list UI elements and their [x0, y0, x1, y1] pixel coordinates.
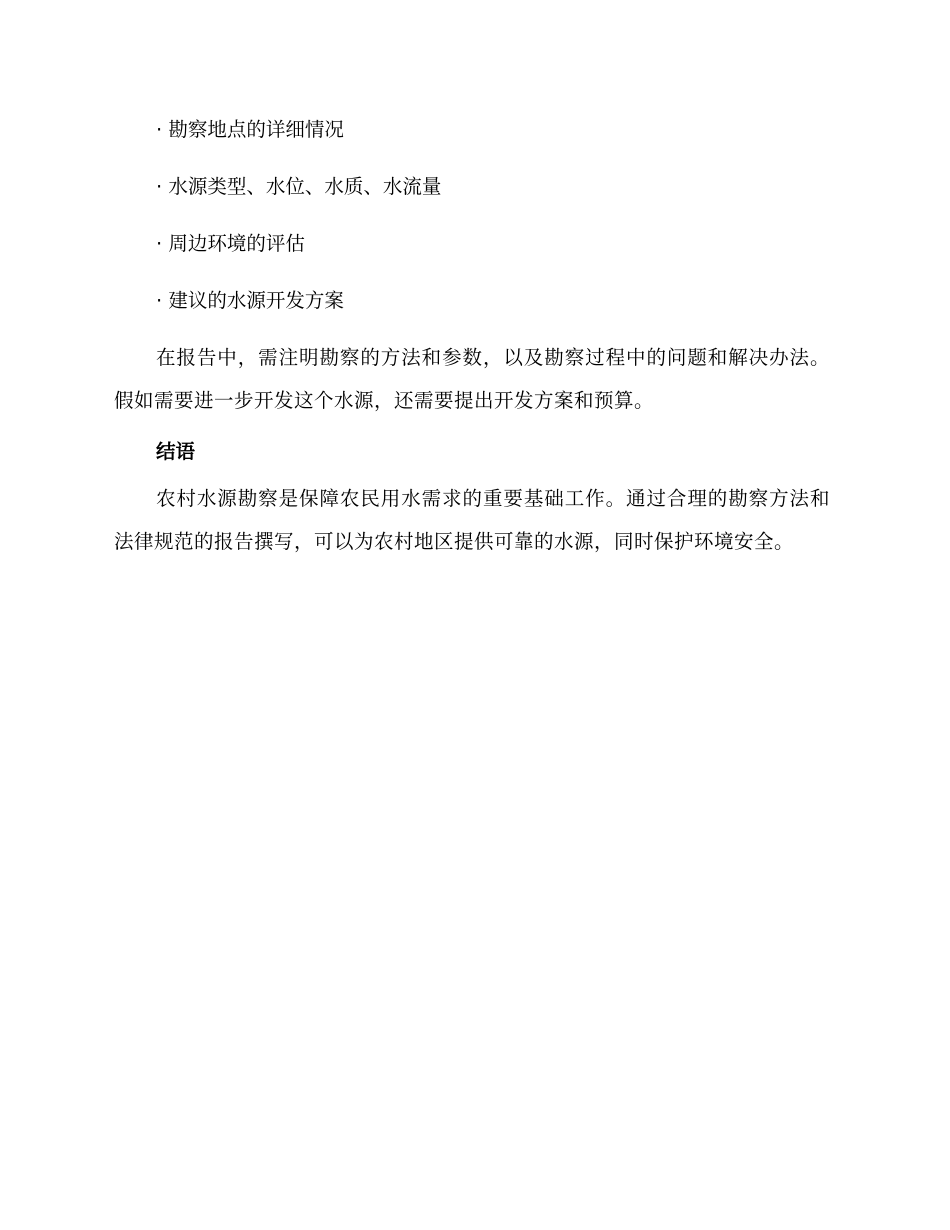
document-content [114, 112, 830, 563]
conclusion-heading: 结语 [156, 440, 196, 463]
bullet-item: · 周边环境的评估 [156, 232, 305, 255]
bullet-item: · 建议的水源开发方案 [156, 289, 344, 312]
bullet-item: · 水源类型、水位、水质、水流量 [156, 175, 442, 198]
report-paragraph: 在报告中，需注明勘察的方法和参数，以及勘察过程中的问题和解决办法。假如需要进一步开发这个水源，还需要提出开发方案和预算。 [114, 346, 830, 412]
bullet-item: · 勘察地点的详细情况 [156, 118, 344, 141]
conclusion-paragraph: 农村水源勘察是保障农民用水需求的重要基础工作。通过合理的勘察方法和法律规范的报告撰写，可以为农村地区提供可靠的水源，同时保护环境安全。 [114, 487, 830, 553]
